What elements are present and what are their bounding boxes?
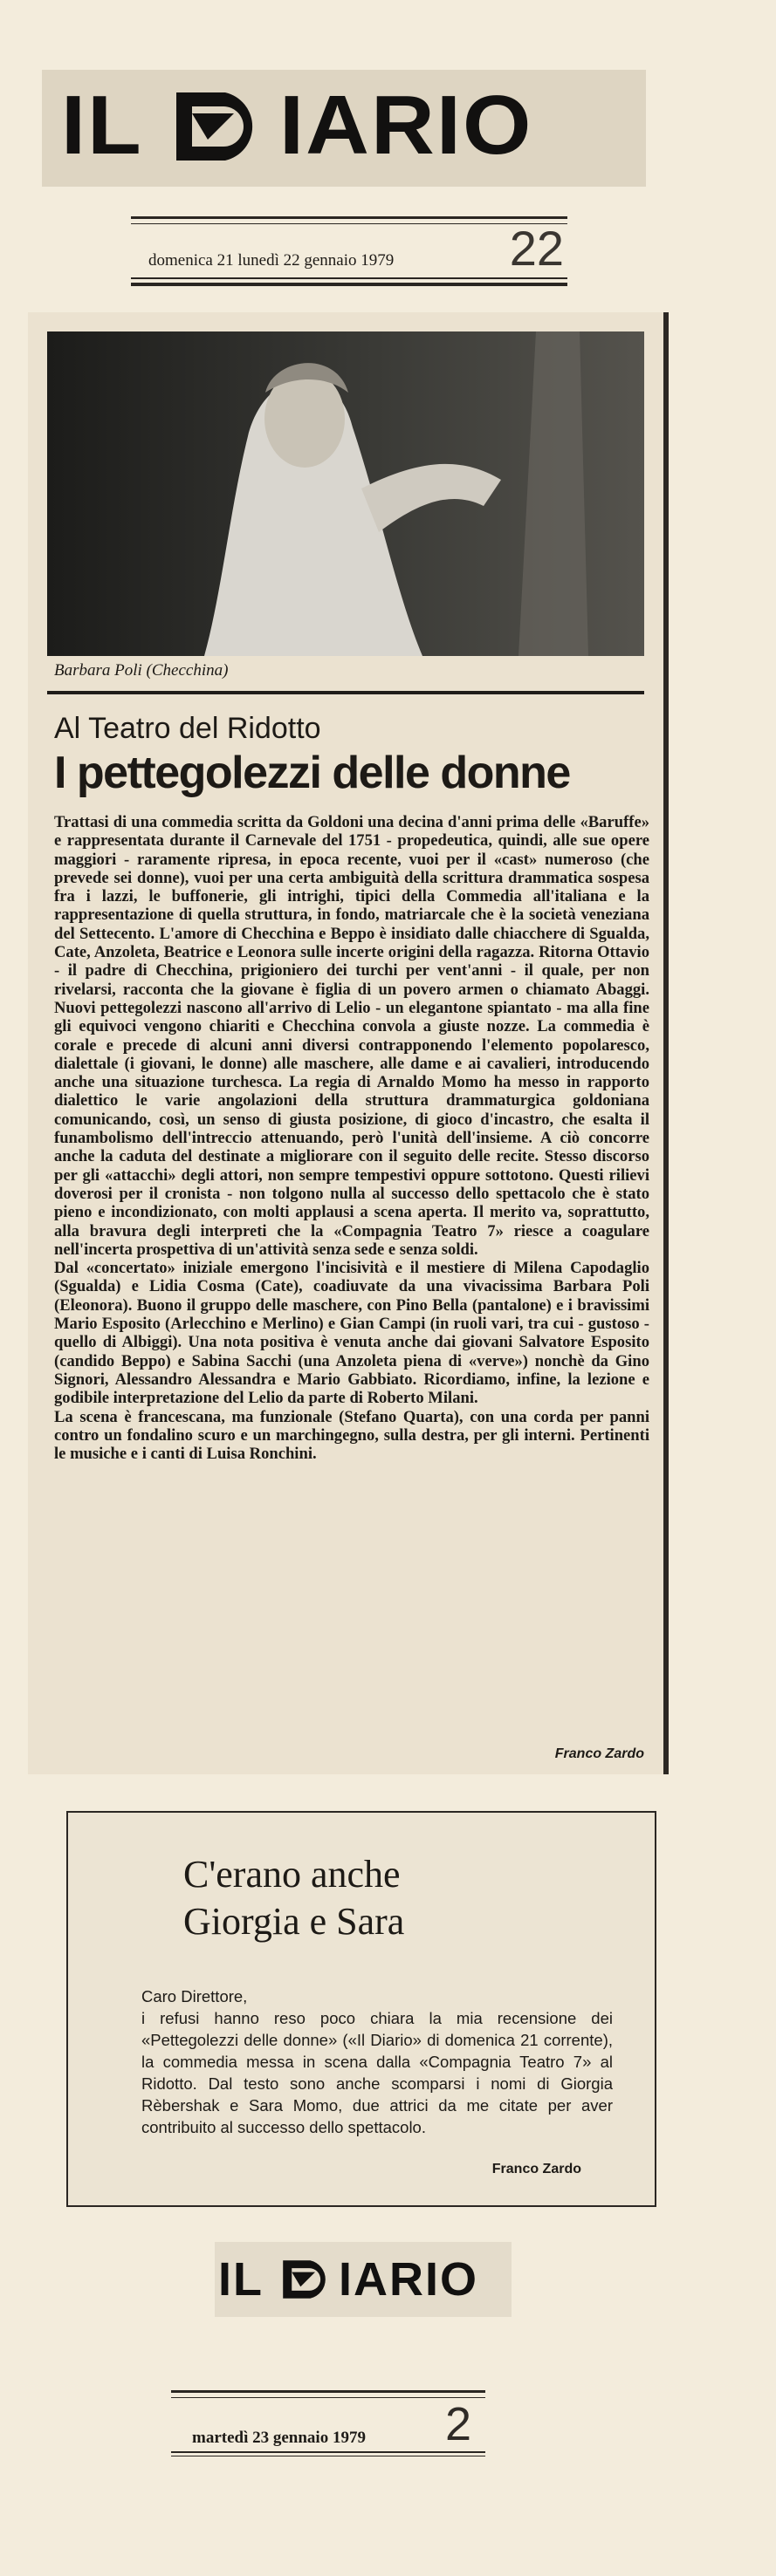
letter-salutation: Caro Direttore,	[141, 1987, 248, 2005]
article-headline: I pettegolezzi delle donne	[54, 748, 570, 798]
review-article	[28, 312, 669, 1774]
masthead-logo-iario: IARIO	[339, 2253, 479, 2306]
letter-text: i refusi hanno reso poco chiara la mia recensione dei «Pettegolezzi delle donne» («Il Diario» di domenica 21 corrente), la commedia messa in scena dalla «Compagnia Teatro 7» al Ridotto. Dal testo sono anche scomparsi i nomi di Giorgia Rèbershak e Sara Momo, due attrici da me citate per aver contribuito al successo dello spettacolo.	[141, 2009, 613, 2136]
dateline-rule-bottom-thick	[131, 283, 567, 286]
masthead-logo-il: IL	[61, 79, 143, 172]
masthead-d-emblem-icon	[281, 2258, 340, 2306]
article-body	[54, 813, 649, 1463]
masthead-logo	[42, 70, 646, 187]
masthead-logo-iario: IARIO	[279, 79, 533, 172]
letter-byline: Franco Zardo	[491, 2162, 581, 2176]
masthead-d-emblem-icon	[173, 89, 279, 168]
dateline-rule-thin	[171, 2397, 485, 2398]
letter-to-editor	[66, 1811, 656, 2207]
page-number: 22	[509, 221, 564, 276]
letter-body	[141, 1985, 613, 2138]
actress-photo	[47, 331, 644, 656]
dateline-rule-top	[171, 2390, 485, 2393]
masthead-logo-small	[215, 2242, 512, 2317]
article-paragraph: La scena è francescana, ma funzionale (Stefano Quarta), con una corda per panni contro un fondalino scuro e un marchingegno, sulla destra, per gli interni. Pertinenti le musiche e i canti di Luisa Ronchini.	[54, 1407, 649, 1464]
letter-title-line: C'erano anche	[183, 1853, 401, 1896]
dateline-top	[131, 216, 567, 288]
dateline-date: domenica 21 lunedì 22 gennaio 1979	[148, 251, 395, 270]
letter-title-line: Giorgia e Sara	[183, 1900, 405, 1943]
dateline-bottom	[171, 2390, 485, 2456]
letter-title	[183, 1851, 404, 1945]
masthead-logo-il: IL	[218, 2253, 264, 2306]
article-paragraph: Dal «concertato» iniziale emergono l'incisività e il mestiere di Milena Capodaglio (Sgualda) e Lidia Cosma (Cate), coadiuvate da una vivacissima Barbara Poli (Eleonora). Buono il gruppo delle maschere, con Pino Bella (pantalone) e i bravissimi Mario Esposito (Arlecchino e Merlino) e Gian Campi (in ruoli vari, tra cui - gustoso - quello di Albiggi). Una nota positiva è venuta anche dai giovani Salvatore Esposito (candido Beppo) e Sabina Sacchi (una Anzoleta piena di «verve») nonchè da Gino Signori, Alessandro Alessandra e Mario Gabbiato. Ricordiamo, infine, la lezione e godibile interpretazione del Lelio da parte di Roberto Milani.	[54, 1259, 649, 1408]
article-divider	[47, 691, 644, 694]
dateline-date: martedì 23 gennaio 1979	[192, 2429, 366, 2447]
dateline-rule-top	[131, 216, 567, 219]
article-kicker: Al Teatro del Ridotto	[54, 712, 321, 745]
article-byline: Franco Zardo	[554, 1746, 644, 1761]
dateline-rule-bottom	[171, 2451, 485, 2453]
photo-caption: Barbara Poli (Checchina)	[54, 661, 229, 680]
dateline-rule-thin	[131, 223, 567, 224]
dateline-rule-bottom	[131, 277, 567, 279]
page-number: 2	[444, 2398, 471, 2450]
article-paragraph: Trattasi di una commedia scritta da Goldoni una decina d'anni prima delle «Baruffe» e rappresentata durante il Carnevale del 1751 - propedeutica, quindi, alle sue opere maggiori - raramente ripresa, in epoca recente, vuoi per il «cast» numeroso (che prevede sei donne), vuoi per una certa ambiguità della scrittura drammatica sospesa fra i lazzi, le buffonerie, gli intrighi, tipici della Commedia all'italiana e la rappresentazione di quella struttura, in fondo, matriarcale che è la società veneziana del Settecento. L'amore di Checchina e Beppo è insidiato dalle chiacchere di Sgualda, Cate, Anzoleta, Beatrice e Leonora sulle incerte origini della ragazza. Ritorna Ottavio - il padre di Checchina, prigioniero dei turchi per vent'anni - il quale, per non rivelarsi, racconta che la giovane è figlia di un povero armen o chiamato Abaggi. Nuovi pettegolezzi nascono all'arrivo di Lelio - un elegantone spiantato - ma alla fine gli equivoci vengono chiariti e Checchina convola a giuste nozze. La commedia è corale e precede di alcuni anni diversi contrapponendo l'elemento popolaresco, dialettale (i giovani, le donne) alle maschere, alle dame e ai cavalieri, introducendo anche una situazione turchesca. La regia di Arnaldo Momo ha messo in rapporto dialettico le varie angolazioni della struttura drammaturgica goldoniana comunicando, così, un senso di giusta posizione, di gioco d'incastro, che esalta il funambolismo dell'intreccio attenuando, però l'unità dell'insieme. A ciò concorre anche la caduta del destinate a migliorare con il seguito delle recite. Stesso discorso per gli «attacchi» degli attori, non sempre tempestivi oppure sottotono. Questi rilievi doverosi per il cronista - non tolgono nulla al successo dello spettacolo che è stato pieno e incondizionato, con molti applausi a scena aperta. Il merito va, soprattutto, alla bravura degli interpreti che la «Compagnia Teatro 7» riesce a coagulare nell'incerta prospettiva di un'attività senza sede e senza soldi.	[54, 813, 649, 1259]
